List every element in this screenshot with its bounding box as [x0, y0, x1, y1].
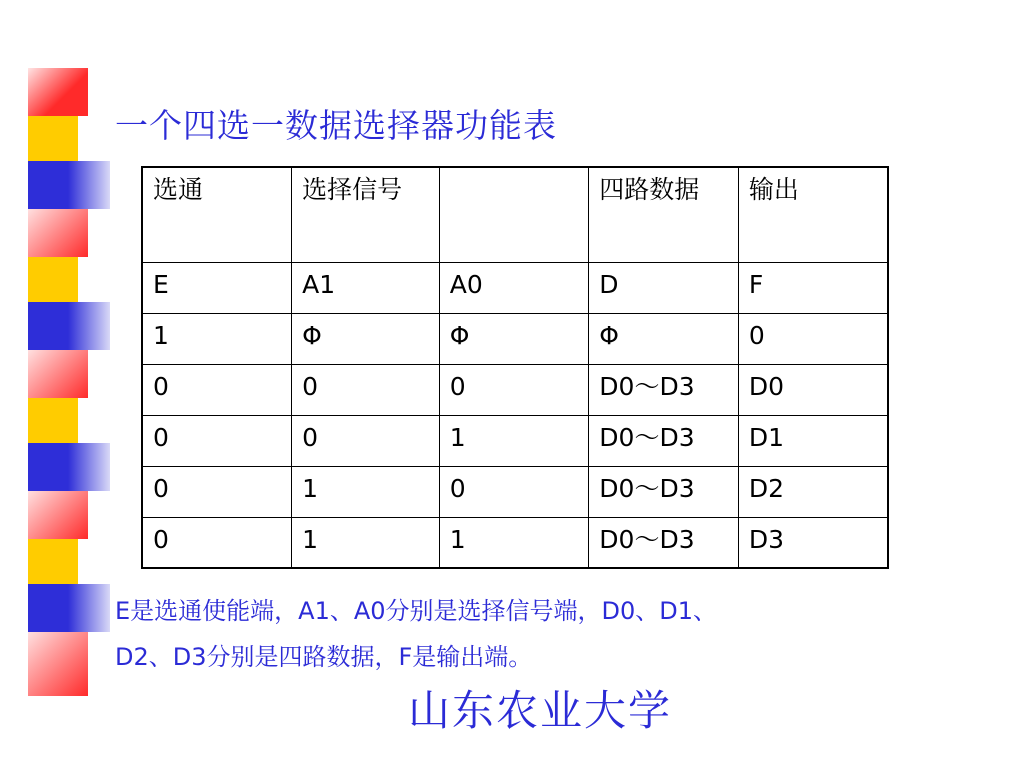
table-header-row [142, 167, 888, 262]
table-cell: D3 [738, 517, 888, 568]
table-cell: D1 [738, 415, 888, 466]
table-cell: Φ [439, 313, 589, 364]
table-row [142, 313, 888, 364]
table-cell: 0 [439, 364, 589, 415]
table-cell: Φ [589, 313, 739, 364]
table-cell: 1 [439, 415, 589, 466]
table-cell: 1 [292, 466, 440, 517]
table-cell: D2 [738, 466, 888, 517]
table-header-cell: 选通 [142, 167, 292, 262]
note-line: E是选通使能端，A1、A0分别是选择信号端，D0、D1、 [115, 597, 718, 625]
explanation-note [115, 588, 955, 680]
table-cell: D [589, 262, 739, 313]
table-header-cell: 四路数据 [589, 167, 739, 262]
university-name: 山东农业大学 [408, 686, 673, 735]
table-row [142, 466, 888, 517]
table-cell: 1 [292, 517, 440, 568]
table-cell: 0 [738, 313, 888, 364]
table-cell: D0～D3 [589, 466, 739, 517]
table-header-cell [439, 167, 589, 262]
table-cell: Φ [292, 313, 440, 364]
table-row [142, 517, 888, 568]
table-cell: 0 [142, 415, 292, 466]
note-line: D2、D3分别是四路数据，F是输出端。 [115, 643, 533, 671]
table-cell: 0 [142, 364, 292, 415]
table-cell: 1 [439, 517, 589, 568]
table-cell: E [142, 262, 292, 313]
table-cell: A1 [292, 262, 440, 313]
table-cell: D0 [738, 364, 888, 415]
table-cell: A0 [439, 262, 589, 313]
table-cell: D0～D3 [589, 364, 739, 415]
table-cell: 0 [142, 466, 292, 517]
function-table [141, 166, 889, 569]
page-title: 一个四选一数据选择器功能表 [115, 106, 557, 145]
table-row [142, 262, 888, 313]
table-cell: D0～D3 [589, 517, 739, 568]
table-row [142, 415, 888, 466]
table-header-cell: 选择信号 [292, 167, 440, 262]
table-cell: 0 [292, 364, 440, 415]
decorative-side-strip [28, 68, 110, 696]
table-cell: 0 [292, 415, 440, 466]
table-cell: 0 [142, 517, 292, 568]
table-cell: F [738, 262, 888, 313]
table-cell: D0～D3 [589, 415, 739, 466]
table-cell: 1 [142, 313, 292, 364]
table-cell: 0 [439, 466, 589, 517]
table-header-cell: 输出 [738, 167, 888, 262]
table-row [142, 364, 888, 415]
